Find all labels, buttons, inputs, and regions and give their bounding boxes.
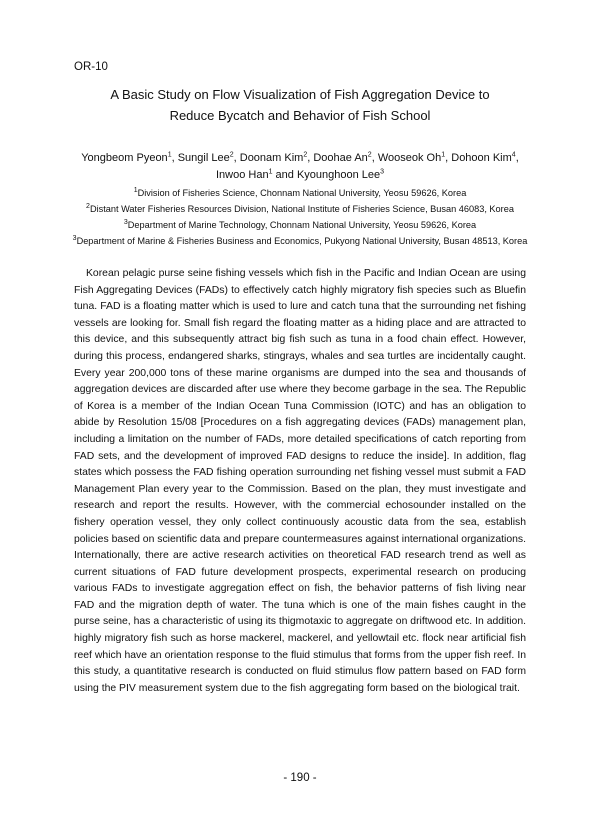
title-line-1: A Basic Study on Flow Visualization of Fish Aggregation Device to [110, 87, 490, 102]
title-line-2: Reduce Bycatch and Behavior of Fish School [169, 108, 431, 123]
author: Dohoon Kim$^4$, [451, 151, 519, 164]
paper-title [60, 84, 540, 126]
paper-code: OR-10 [74, 61, 108, 73]
abstract-body: Korean pelagic purse seine fishing vessels which fish in the Pacific and Indian Ocean are using Fish Aggregating Devices (FADs) to effectively catch highly migratory fish species such as Bluefin tuna. FAD is a floating matter which is used to lure and catch tuna that the surrounding net fishing vessels are looking for. Small fish regard the floating matter as a hiding place and are attracted to this device, and this subsequently attract big fish such as tuna in a food chain effect. However, during this process, endangered sharks, stingrays, whales and sea turtles are incidentally caught. Every year 200,000 tons of these marine organisms are dumped into the sea and thousands of aggregation devices are discarded after use where they become garbage in the sea. The Republic of Korea is a member of the Indian Ocean Tuna Commission (IOTC) and has an obligation to abide by Resolution 15/08 [Procedures on a fish aggregating devices (FADs) management plan, including a limitation on the number of FADs, more detailed specifications of catch reporting from FAD sets, and the development of improved FAD designs to reduce the inside]. In addition, flag states which possess the FAD fishing operation surrounding net fishing vessel must submit a FAD Management Plan every year to the Commission. Based on the plan, they must investigate and research and report the results. However, with the commercial echosounder installed on the fishery operation vessel, they only collect continuously acoustic data from the sea, establish policies based on scientific data and prepare countermeasures against international organizations. Internationally, there are active research activities on theoretical FAD research trend as well as current situations of FAD future development prospects, experimental research on producing various FADs to investigate aggregation effect on fish, the behavior patterns of fish living near FAD and the migration depth of water. The tuna which is one of the main fishes caught in the purse seine, has a characteristic of using its thigmotaxic to aggregate on driftwood etc. In addition. highly migratory fish such as horse mackerel, mackerel, and yellowtail etc. flock near artificial fish reef which have an orientation response to the fluid stimulus that forms from the upper fish reef. In this study, a quantitative research is conducted on fluid stimulus flow pattern based on FAD form using the PIV measurement system due to the fish aggregating form based on the biological trait. [74, 268, 526, 694]
affiliation: $^1$Division of Fisheries Science, Chonnam National University, Yeosu 59626, Korea [133, 186, 467, 198]
affiliation: $^3$Department of Marine & Fisheries Business and Economics, Pukyong National University, Busan 48513, Korea [72, 234, 528, 246]
affiliation-list [40, 185, 560, 249]
author: Sungil Lee$^2$, [177, 151, 240, 164]
affiliation: $^3$Department of Marine Technology, Chonnam National University, Yeosu 59626, Korea [123, 218, 477, 230]
author: Wooseok Oh$^1$, [377, 151, 452, 164]
author: Inwoo Han$^1$ and [215, 167, 297, 181]
author-list [70, 150, 530, 183]
author: Kyounghoon Lee$^3$ [296, 167, 385, 181]
author: Doonam Kim$^2$, [239, 151, 314, 164]
affiliation: $^2$Distant Water Fisheries Resources Division, National Institute of Fisheries Science, Busan 46083, Korea [86, 202, 514, 214]
author: Yongbeom Pyeon$^1$, [81, 151, 178, 164]
author: Doohae An$^2$, [313, 151, 378, 164]
page-number: - 190 - [283, 772, 317, 784]
